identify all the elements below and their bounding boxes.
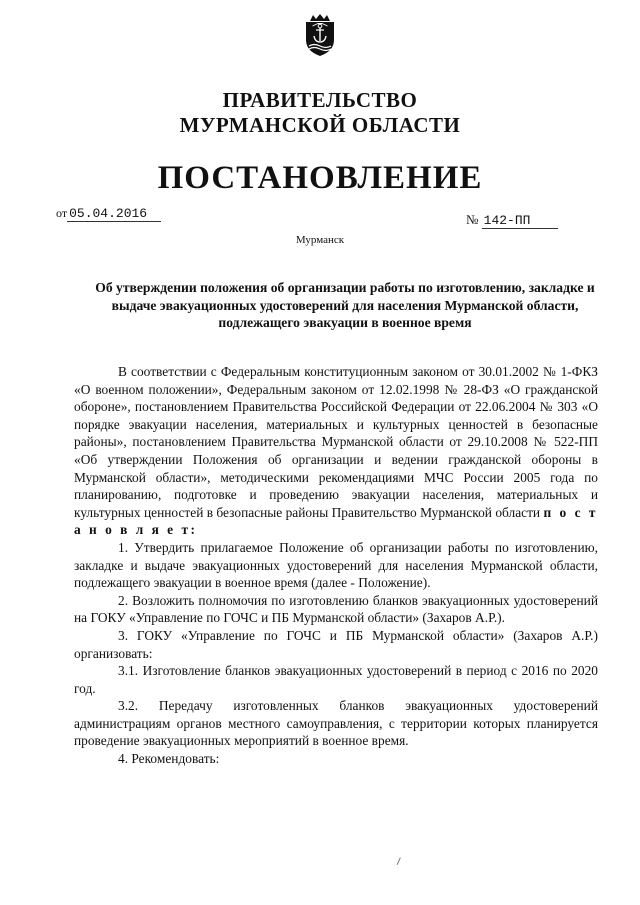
- number-value: 142-ПП: [482, 213, 559, 229]
- decree-word: п о с т а н о в л я е т:: [74, 504, 598, 538]
- date-prefix: от: [56, 206, 68, 220]
- preamble-paragraph: [74, 363, 598, 539]
- body-paragraph: 1. Утвердить прилагаемое Положение об организации работы по изготовлению, закладке и выдаче эвакуационных удостоверений для населения Мурманской области, подлежащего эвакуации в военное время (далее - Положение).: [74, 539, 598, 591]
- preamble-text: В соответствии с Федеральным конституционным законом от 30.01.2002 № 1-ФКЗ «О военном положении», Федеральным законом от 12.02.1998 № 28-ФЗ «О гражданской обороне», постановлением Правительства Российской Федерации от 22.06.2004 № 303 «О порядке эвакуации населения, материальных и культурных ценностей в безопасные районы», постановлением Правительства Мурманской области от 29.10.2008 № 522-ПП «Об утверждении Положения об организации и ведении гражданской обороны в Мурманской области», методическими рекомендациями МЧС России 2005 года по планированию, подготовке и проведению эвакуации населения, материальных и культурных ценностей в безопасные районы Правительство Мурманской области: [74, 364, 598, 520]
- number-prefix: №: [466, 212, 479, 227]
- date-field: [56, 206, 161, 222]
- coat-of-arms-icon: [303, 13, 337, 57]
- government-name-line2: МУРМАНСКОЙ ОБЛАСТИ: [179, 113, 461, 137]
- date-value: 05.04.2016: [67, 206, 161, 222]
- document-title: Об утверждении положения об организации работы по изготовлению, закладке и выдаче эвакуационных удостоверений для населения Мурманской области, подлежащего эвакуации в военное время: [95, 280, 595, 330]
- body-paragraph: 3. ГОКУ «Управление по ГОЧС и ПБ Мурманской области» (Захаров А.Р.) организовать:: [74, 627, 598, 661]
- city-label: Мурманск: [295, 234, 345, 246]
- body-paragraph: 3.2. Передачу изготовленных бланков эвакуационных удостоверений администрациям органов местного самоуправления, с территории которых планируется проведение эвакуационных мероприятий в военное время.: [74, 698, 598, 749]
- body-paragraph: 2. Возложить полномочия по изготовлению бланков эвакуационных удостоверений на ГОКУ «Управление по ГОЧС и ПБ Мурманской области» (Захаров А.Р.).: [74, 592, 598, 626]
- government-name-line1: ПРАВИТЕЛЬСТВО: [222, 88, 418, 112]
- body-paragraph: 4. Рекомендовать:: [118, 751, 220, 767]
- document-body: [74, 363, 598, 768]
- document-type-heading: ПОСТАНОВЛЕНИЕ: [157, 160, 483, 196]
- scan-artifact-mark: [397, 857, 405, 866]
- number-field: [466, 212, 558, 229]
- body-paragraph: 3.1. Изготовление бланков эвакуационных удостоверений в период с 2016 по 2020 год.: [74, 663, 598, 696]
